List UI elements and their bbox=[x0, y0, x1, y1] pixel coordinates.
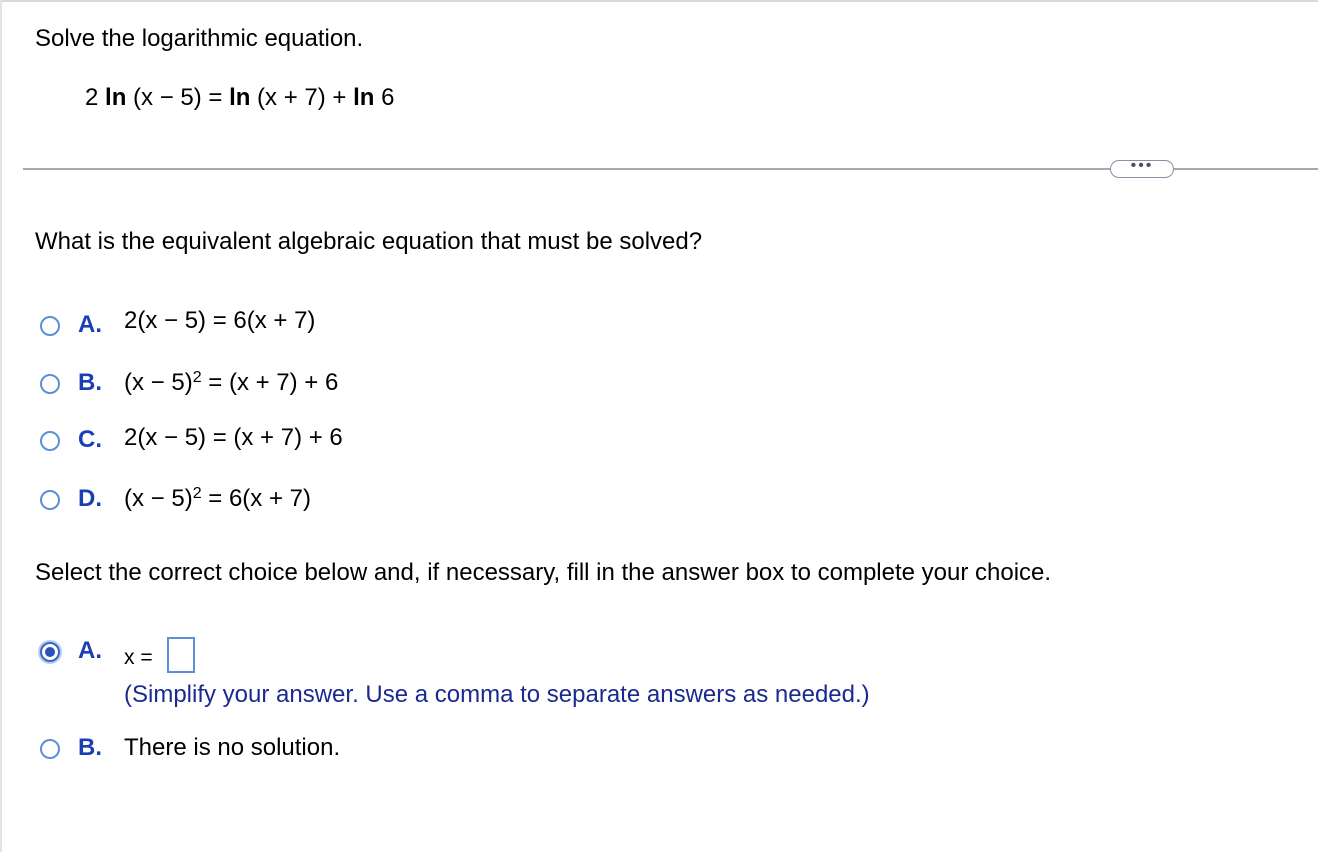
eq-arg-2: (x + 7) + bbox=[250, 84, 354, 111]
part2-hint: (Simplify your answer. Use a comma to separate answers as needed.) bbox=[124, 681, 870, 708]
part1-option-b-exponent: 2 bbox=[192, 369, 202, 386]
part1-option-d-radio[interactable] bbox=[40, 490, 60, 510]
part1-option-c-radio[interactable] bbox=[40, 431, 60, 451]
part1-option-d-base: (x − 5) bbox=[124, 485, 193, 512]
part2-option-b-text[interactable]: There is no solution. bbox=[124, 734, 341, 761]
part1-option-b-rhs: = (x + 7) + 6 bbox=[201, 369, 339, 396]
part1-option-b-letter[interactable]: B. bbox=[78, 369, 102, 396]
part1-question: What is the equivalent algebraic equation that must be solved? bbox=[35, 228, 703, 255]
answer-input-box[interactable] bbox=[167, 637, 195, 673]
eq-arg-1: (x − 5) = bbox=[126, 84, 230, 111]
part2-x-label: x = bbox=[124, 646, 153, 669]
part1-option-b-text[interactable] bbox=[124, 369, 338, 400]
problem-equation bbox=[85, 84, 394, 112]
part1-option-d-exponent: 2 bbox=[192, 485, 202, 502]
part2-option-b-letter[interactable]: B. bbox=[78, 734, 102, 761]
part1-option-d-rhs: = 6(x + 7) bbox=[201, 485, 311, 512]
eq-ln-1: ln bbox=[105, 84, 127, 111]
part2-option-b-radio[interactable] bbox=[40, 739, 60, 759]
part1-option-c-letter[interactable]: C. bbox=[78, 426, 102, 453]
problem-title: Solve the logarithmic equation. bbox=[35, 25, 364, 52]
part2-option-a-radio[interactable] bbox=[40, 642, 60, 662]
part2-instruction: Select the correct choice below and, if necessary, fill in the answer box to complete your choice. bbox=[35, 559, 1052, 586]
part1-option-a-letter[interactable]: A. bbox=[78, 311, 102, 338]
eq-ln-3: ln bbox=[353, 84, 375, 111]
part1-option-a-radio[interactable] bbox=[40, 316, 60, 336]
part1-option-b-base: (x − 5) bbox=[124, 369, 193, 396]
part2-option-a-letter[interactable]: A. bbox=[78, 637, 102, 664]
frame-left-border bbox=[0, 0, 2, 852]
answer-input[interactable] bbox=[169, 639, 193, 671]
part1-option-a-text[interactable] bbox=[124, 307, 315, 335]
frame-top-border bbox=[0, 0, 1318, 2]
part1-option-a-expr: 2(x − 5) = 6(x + 7) bbox=[124, 307, 316, 334]
more-options-button[interactable]: ••• bbox=[1110, 160, 1174, 178]
part1-option-d-text[interactable] bbox=[124, 485, 311, 516]
eq-ln-2: ln bbox=[229, 84, 251, 111]
part1-option-c-text[interactable] bbox=[124, 424, 343, 452]
eq-arg-3: 6 bbox=[374, 84, 395, 111]
part1-option-c-expr: 2(x − 5) = (x + 7) + 6 bbox=[124, 424, 343, 451]
part1-option-d-letter[interactable]: D. bbox=[78, 485, 102, 512]
part1-option-b-radio[interactable] bbox=[40, 374, 60, 394]
eq-coef: 2 bbox=[85, 84, 99, 111]
